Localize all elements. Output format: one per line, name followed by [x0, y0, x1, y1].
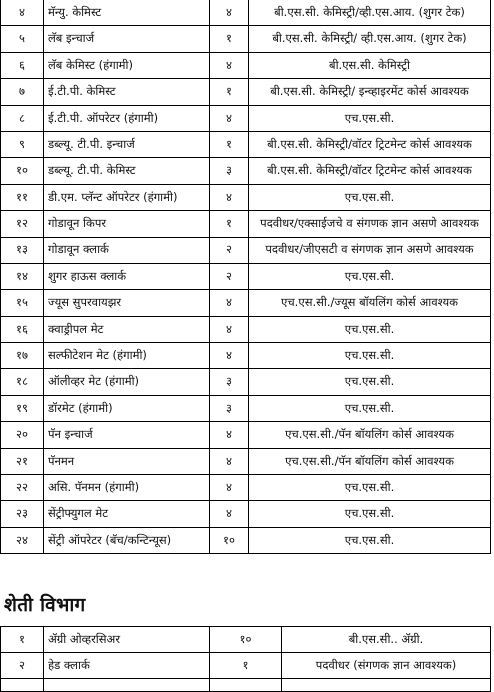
table-row: [1, 263, 491, 289]
post-count: ४: [210, 290, 249, 316]
table-row: [1, 131, 491, 157]
qualification: बी.एस.सी. केमिस्ट्री/ इन्व्हाइरमेंट कोर्स आवश्यक: [249, 79, 491, 105]
agri-table-body: [1, 627, 491, 692]
serial-number: १५: [1, 290, 44, 316]
post-count: [210, 679, 282, 692]
post-count: १: [210, 211, 249, 237]
post-name: हेड क्लार्क: [44, 653, 210, 679]
qualification: बी.एस.सी. केमिस्ट्री/व्ही.एस.आय. (शुगर टेक): [249, 0, 491, 26]
section-title: शेती विभाग: [4, 594, 86, 616]
table-row: [1, 0, 491, 26]
post-count: ४: [210, 448, 249, 474]
table-row: [1, 79, 491, 105]
qualification: एच.एस.सी./पॅन बॉयलिंग कोर्स आवश्यक: [249, 448, 491, 474]
post-name: पॅन इन्चार्ज: [44, 422, 210, 448]
post-count: १: [210, 131, 249, 157]
post-name: [44, 679, 210, 692]
qualification: एच.एस.सी.: [249, 263, 491, 289]
serial-number: ८: [1, 105, 44, 131]
post-count: ४: [210, 52, 249, 78]
post-name: ऑलीव्हर मेट (हंगामी): [44, 369, 210, 395]
post-name: डब्ल्यू. टी.पी. इन्चार्ज: [44, 131, 210, 157]
qualification: एच.एस.सी.: [249, 369, 491, 395]
qualification: बी.एस.सी. केमिस्ट्री/वॉटर ट्रिटमेन्ट कोर्स आवश्यक: [249, 158, 491, 184]
post-name: मॅन्यु. केमिस्ट: [44, 0, 210, 26]
post-count: ४: [210, 422, 249, 448]
post-name: असि. पॅनमन (हंगामी): [44, 475, 210, 501]
serial-number: १२: [1, 211, 44, 237]
serial-number: २२: [1, 475, 44, 501]
table-row: [1, 184, 491, 210]
table-row: [1, 343, 491, 369]
serial-number: २: [1, 653, 44, 679]
qualification: एच.एस.सी./पॅन बॉयलिंग कोर्स आवश्यक: [249, 422, 491, 448]
post-count: १०: [210, 627, 282, 653]
qualification: एच.एस.सी.: [249, 184, 491, 210]
post-name: सल्फीटेशन मेट (हंगामी): [44, 343, 210, 369]
serial-number: ११: [1, 184, 44, 210]
qualification: एच.एस.सी.: [249, 501, 491, 527]
post-count: १: [210, 79, 249, 105]
serial-number: २०: [1, 422, 44, 448]
qualification: पदवीधर/जीएसटी व संगणक ज्ञान असणे आवश्यक: [249, 237, 491, 263]
qualification: एच.एस.सी.: [249, 105, 491, 131]
post-name: ई.टी.पी. केमिस्ट: [44, 79, 210, 105]
table-row: [1, 501, 491, 527]
serial-number: २३: [1, 501, 44, 527]
serial-number: १४: [1, 263, 44, 289]
qualification: बी.एस.सी. केमिस्ट्री/वॉटर ट्रिटमेन्ट कोर्स आवश्यक: [249, 131, 491, 157]
table-row: [1, 316, 491, 342]
qualification: बी.एस.सी.. ॲग्री.: [282, 627, 491, 653]
agri-table-row: [1, 679, 491, 692]
table-row: [1, 26, 491, 52]
table-row: [1, 395, 491, 421]
post-name: लॅब केमिस्ट (हंगामी): [44, 52, 210, 78]
post-name: ॲग्री ओव्हरसिअर: [44, 627, 210, 653]
serial-number: ९: [1, 131, 44, 157]
post-count: १०: [210, 527, 249, 553]
post-count: ४: [210, 184, 249, 210]
post-count: २: [210, 263, 249, 289]
post-name: ई.टी.पी. ऑपरेटर (हंगामी): [44, 105, 210, 131]
post-count: ४: [210, 0, 249, 26]
qualification: [282, 679, 491, 692]
post-name: सेंट्री ऑपरेटर (बॅच/कन्टिन्यूस): [44, 527, 210, 553]
table-row: [1, 158, 491, 184]
qualification: एच.एस.सी./ज्यूस बॉयलिंग कोर्स आवश्यक: [249, 290, 491, 316]
qualification: पदवीधर/एक्साईजचे व संगणक ज्ञान असणे आवश्यक: [249, 211, 491, 237]
table-row: [1, 290, 491, 316]
post-name: डी.एम. प्लॅन्ट ऑपरेटर (हंगामी): [44, 184, 210, 210]
table-row: [1, 211, 491, 237]
serial-number: १६: [1, 316, 44, 342]
qualification: एच.एस.सी.: [249, 475, 491, 501]
post-count: ३: [210, 369, 249, 395]
post-count: ३: [210, 395, 249, 421]
serial-number: १३: [1, 237, 44, 263]
post-name: डॉरमेट (हंगामी): [44, 395, 210, 421]
post-count: ४: [210, 501, 249, 527]
post-name: पॅनमन: [44, 448, 210, 474]
post-name: क्वाड्रीपल मेट: [44, 316, 210, 342]
post-count: ४: [210, 316, 249, 342]
serial-number: १९: [1, 395, 44, 421]
serial-number: ६: [1, 52, 44, 78]
post-name: डब्ल्यू. टी.पी. केमिस्ट: [44, 158, 210, 184]
serial-number: ७: [1, 79, 44, 105]
posts-table-body: [1, 0, 491, 554]
post-name: ज्यूस सुपरवायझर: [44, 290, 210, 316]
qualification: एच.एस.सी.: [249, 316, 491, 342]
post-count: ४: [210, 475, 249, 501]
qualification: बी.एस.सी. केमिस्ट्री: [249, 52, 491, 78]
post-name: गोडावून किपर: [44, 211, 210, 237]
qualification: एच.एस.सी.: [249, 527, 491, 553]
post-count: ४: [210, 105, 249, 131]
agri-table-row: [1, 653, 491, 679]
serial-number: १७: [1, 343, 44, 369]
post-name: लॅब इन्चार्ज: [44, 26, 210, 52]
agri-table-row: [1, 627, 491, 653]
table-row: [1, 422, 491, 448]
post-count: २: [210, 237, 249, 263]
table-row: [1, 527, 491, 553]
post-count: ३: [210, 158, 249, 184]
serial-number: १०: [1, 158, 44, 184]
table-row: [1, 237, 491, 263]
qualification: बी.एस.सी. केमिस्ट्री/ व्ही.एस.आय. (शुगर टेक): [249, 26, 491, 52]
serial-number: [1, 679, 44, 692]
table-row: [1, 105, 491, 131]
post-count: १: [210, 26, 249, 52]
qualification: पदवीधर (संगणक ज्ञान आवश्यक): [282, 653, 491, 679]
table-row: [1, 369, 491, 395]
serial-number: ४: [1, 0, 44, 26]
post-name: शुगर हाऊस क्लार्क: [44, 263, 210, 289]
qualification: एच.एस.सी.: [249, 343, 491, 369]
serial-number: ५: [1, 26, 44, 52]
table-row: [1, 52, 491, 78]
serial-number: २१: [1, 448, 44, 474]
post-count: १: [210, 653, 282, 679]
table-row: [1, 448, 491, 474]
agri-table: [0, 626, 491, 692]
post-name: सेंट्रीफ्युगल मेट: [44, 501, 210, 527]
serial-number: १८: [1, 369, 44, 395]
serial-number: २४: [1, 527, 44, 553]
table-row: [1, 475, 491, 501]
post-count: ४: [210, 343, 249, 369]
post-name: गोडावून क्लार्क: [44, 237, 210, 263]
qualification: एच.एस.सी.: [249, 395, 491, 421]
serial-number: १: [1, 627, 44, 653]
